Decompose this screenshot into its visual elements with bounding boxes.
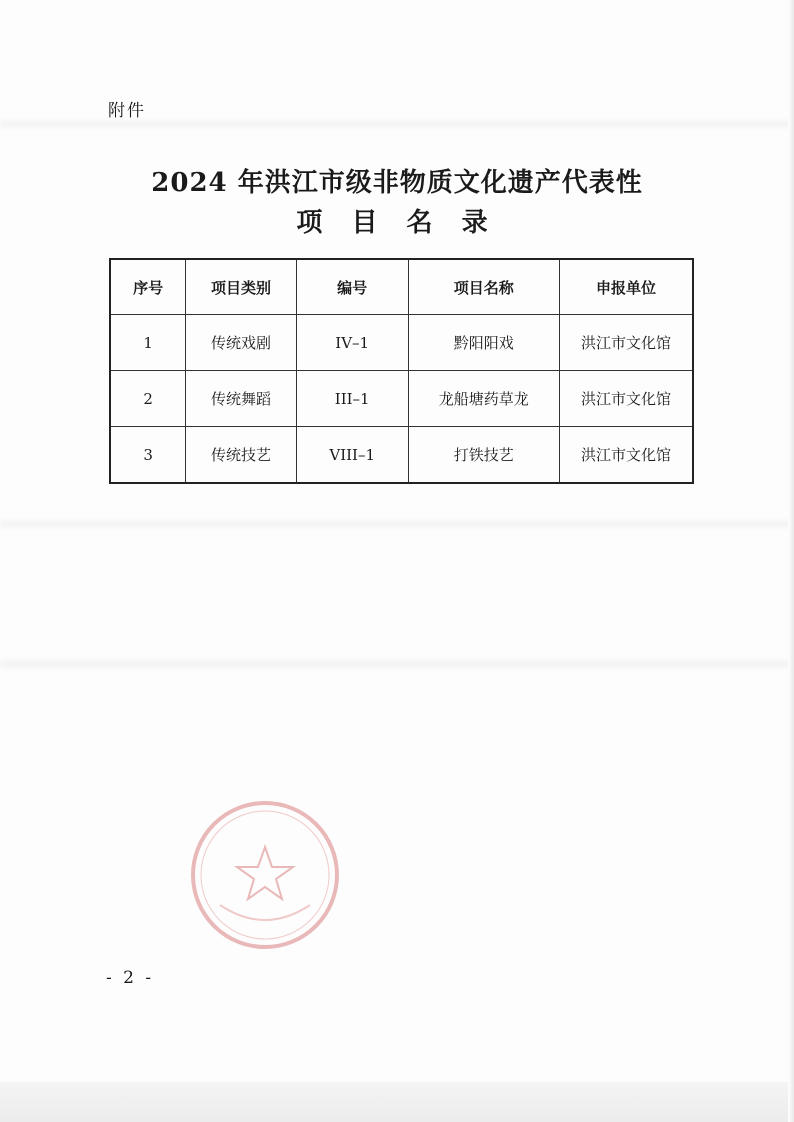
cell-applicant: 洪江市文化馆 <box>559 315 693 371</box>
table-row <box>110 371 693 427</box>
table-row <box>110 315 693 371</box>
document-subtitle: 项 目 名 录 <box>296 208 498 238</box>
header-category: 项目类别 <box>186 259 297 315</box>
cell-serial: 1 <box>110 315 186 371</box>
cell-serial: 2 <box>110 371 186 427</box>
cell-code: IV–1 <box>296 315 408 371</box>
cell-project-name: 打铁技艺 <box>408 427 559 484</box>
table-row <box>110 427 693 484</box>
cell-code: VIII–1 <box>296 427 408 484</box>
cell-applicant: 洪江市文化馆 <box>559 427 693 484</box>
cell-project-name: 龙船塘药草龙 <box>408 371 559 427</box>
page-number: - 2 - <box>106 968 155 988</box>
scan-artifact <box>0 520 794 528</box>
header-code: 编号 <box>296 259 408 315</box>
cell-category: 传统舞蹈 <box>186 371 297 427</box>
scan-artifact <box>0 660 794 668</box>
table-header-row <box>110 259 693 315</box>
cell-applicant: 洪江市文化馆 <box>559 371 693 427</box>
official-seal-icon <box>180 795 350 955</box>
document-title: 2024 年洪江市级非物质文化遗产代表性 <box>151 168 643 198</box>
cell-code: III–1 <box>296 371 408 427</box>
cell-category: 传统戏剧 <box>186 315 297 371</box>
scan-bottom-band <box>0 1082 794 1122</box>
scan-artifact <box>0 120 794 128</box>
header-project-name: 项目名称 <box>408 259 559 315</box>
cell-project-name: 黔阳阳戏 <box>408 315 559 371</box>
cell-serial: 3 <box>110 427 186 484</box>
heritage-roster-table <box>109 258 694 484</box>
header-applicant: 申报单位 <box>559 259 693 315</box>
cell-category: 传统技艺 <box>186 427 297 484</box>
header-serial: 序号 <box>110 259 186 315</box>
attachment-label: 附件 <box>108 101 146 121</box>
